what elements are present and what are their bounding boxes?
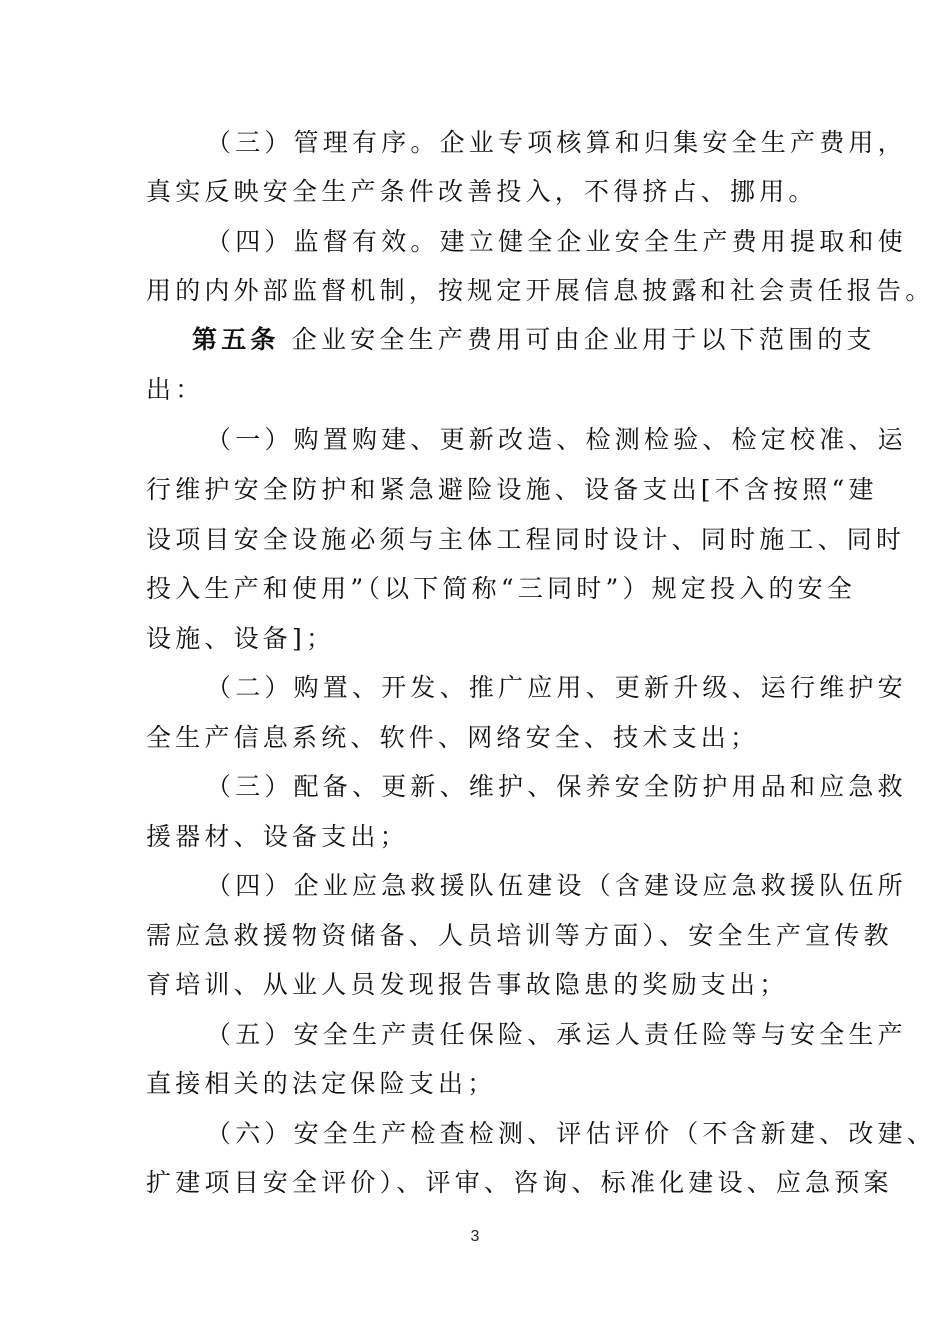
item-3-line-2: 援器材、设备支出； [146,822,409,851]
para-4-line-1: （四）监督有效。建立健全企业安全生产费用提取和使 [206,227,907,256]
item-1-line-5: 设施、设备]； [146,624,336,653]
item-2-line-1: （二）购置、开发、推广应用、更新升级、运行维护安 [206,673,907,702]
item-1-line-3: 设项目安全设施必须与主体工程同时设计、同时施工、同时 [146,525,906,554]
article-heading: 第五条 [192,325,280,354]
para-3-line-1: （三）管理有序。企业专项核算和归集安全生产费用， [206,128,907,157]
item-1-line-1: （一）购置购建、更新改造、检测检验、检定校准、运 [206,425,907,454]
item-1-line-4: 投入生产和使用”（以下简称“三同时”）规定投入的安全 [146,574,857,603]
item-4-line-2: 需应急救援物资储备、人员培训等方面）、安全生产宣传教 [146,921,893,950]
item-4-line-1: （四）企业应急救援队伍建设（含建设应急救援队伍所 [206,871,907,900]
item-3-line-1: （三）配备、更新、维护、保养安全防护用品和应急救 [206,772,907,801]
item-2-line-2: 全生产信息系统、软件、网络安全、技术支出； [146,723,760,752]
page-number: 3 [470,1228,480,1245]
article-5-line-2: 出： [146,375,205,404]
item-1-line-2: 行维护安全防护和紧急避险设施、设备支出[不含按照“建 [146,475,878,504]
item-5-line-2: 直接相关的法定保险支出； [146,1069,497,1098]
item-4-line-3: 育培训、从业人员发现报告事故隐患的奖励支出； [146,970,789,999]
item-6-line-2: 扩建项目安全评价）、评审、咨询、标准化建设、应急预案 [146,1168,893,1197]
item-6-line-1: （六）安全生产检查检测、评估评价（不含新建、改建、 [206,1119,937,1148]
para-3-line-2: 真实反映安全生产条件改善投入，不得挤占、挪用。 [146,177,818,206]
article-5-line-1-text: 企业安全生产费用可由企业用于以下范围的支 [279,325,876,354]
item-5-line-1: （五）安全生产责任保险、承运人责任险等与安全生产 [206,1020,907,1049]
article-5-line-1 [192,325,876,355]
para-4-line-2: 用的内外部监督机制，按规定开展信息披露和社会责任报告。 [146,276,935,305]
